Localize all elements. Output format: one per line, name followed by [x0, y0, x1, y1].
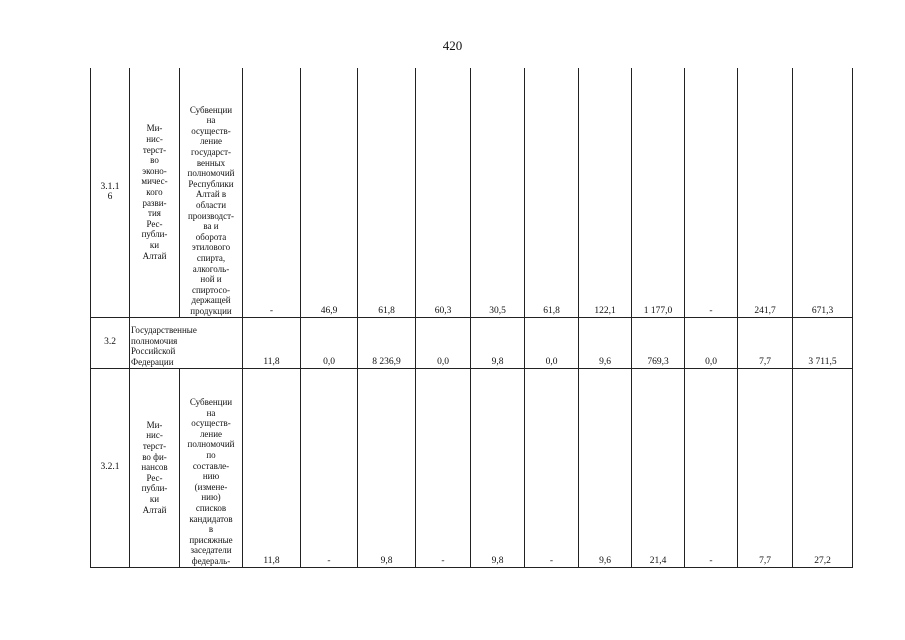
value-cell: 60,3 — [416, 68, 471, 317]
value-cell: 3 711,5 — [793, 317, 853, 368]
row-code: 3.1.1 6 — [91, 68, 130, 317]
value-cell: 8 236,9 — [358, 317, 416, 368]
budget-table — [90, 68, 853, 568]
value-cell: 9,6 — [579, 368, 632, 567]
value-cell: 61,8 — [525, 68, 579, 317]
value-cell: 671,3 — [793, 68, 853, 317]
row-code: 3.2 — [91, 317, 130, 368]
value-cell: 0,0 — [525, 317, 579, 368]
value-cell: 9,8 — [471, 368, 525, 567]
row-code: 3.2.1 — [91, 368, 130, 567]
value-cell: 30,5 — [471, 68, 525, 317]
value-cell: 9,8 — [358, 368, 416, 567]
value-cell: 0,0 — [685, 317, 738, 368]
value-cell: 241,7 — [738, 68, 793, 317]
value-cell: - — [243, 68, 301, 317]
value-cell: - — [416, 368, 471, 567]
value-cell: 11,8 — [243, 368, 301, 567]
section-title: Государственные полномочия Российской Федерации — [130, 317, 243, 368]
value-cell: 46,9 — [301, 68, 358, 317]
value-cell: 11,8 — [243, 317, 301, 368]
organization-cell: Ми- нис- терст- во эконо- мичес- кого разви- тия Рес- публи- ки Алтай — [130, 68, 180, 317]
value-cell: - — [685, 368, 738, 567]
value-cell: - — [525, 368, 579, 567]
value-cell: 61,8 — [358, 68, 416, 317]
value-cell: 7,7 — [738, 368, 793, 567]
value-cell: 7,7 — [738, 317, 793, 368]
value-cell: 769,3 — [632, 317, 685, 368]
value-cell: 0,0 — [301, 317, 358, 368]
value-cell: - — [685, 68, 738, 317]
value-cell: 27,2 — [793, 368, 853, 567]
description-cell: Субвенции на осуществ- ление государст- венных полномочий Республики Алтай в области производст- ва и оборота этилового спирта, алкоголь- ной и спиртосо- держащей продукции — [180, 68, 243, 317]
organization-cell: Ми- нис- терст- во фи- нансов Рес- публи- ки Алтай — [130, 368, 180, 567]
value-cell: 21,4 — [632, 368, 685, 567]
value-cell: 9,8 — [471, 317, 525, 368]
table-row — [91, 317, 853, 368]
value-cell: 9,6 — [579, 317, 632, 368]
value-cell: 0,0 — [416, 317, 471, 368]
description-cell: Субвенции на осуществ- ление полномочий по составле- нию (измене- нию) списков кандидатов в присяжные заседатели федераль- — [180, 368, 243, 567]
table-row — [91, 368, 853, 567]
page-number: 420 — [442, 38, 463, 53]
value-cell: 122,1 — [579, 68, 632, 317]
value-cell: 1 177,0 — [632, 68, 685, 317]
value-cell: - — [301, 368, 358, 567]
table-row — [91, 68, 853, 317]
